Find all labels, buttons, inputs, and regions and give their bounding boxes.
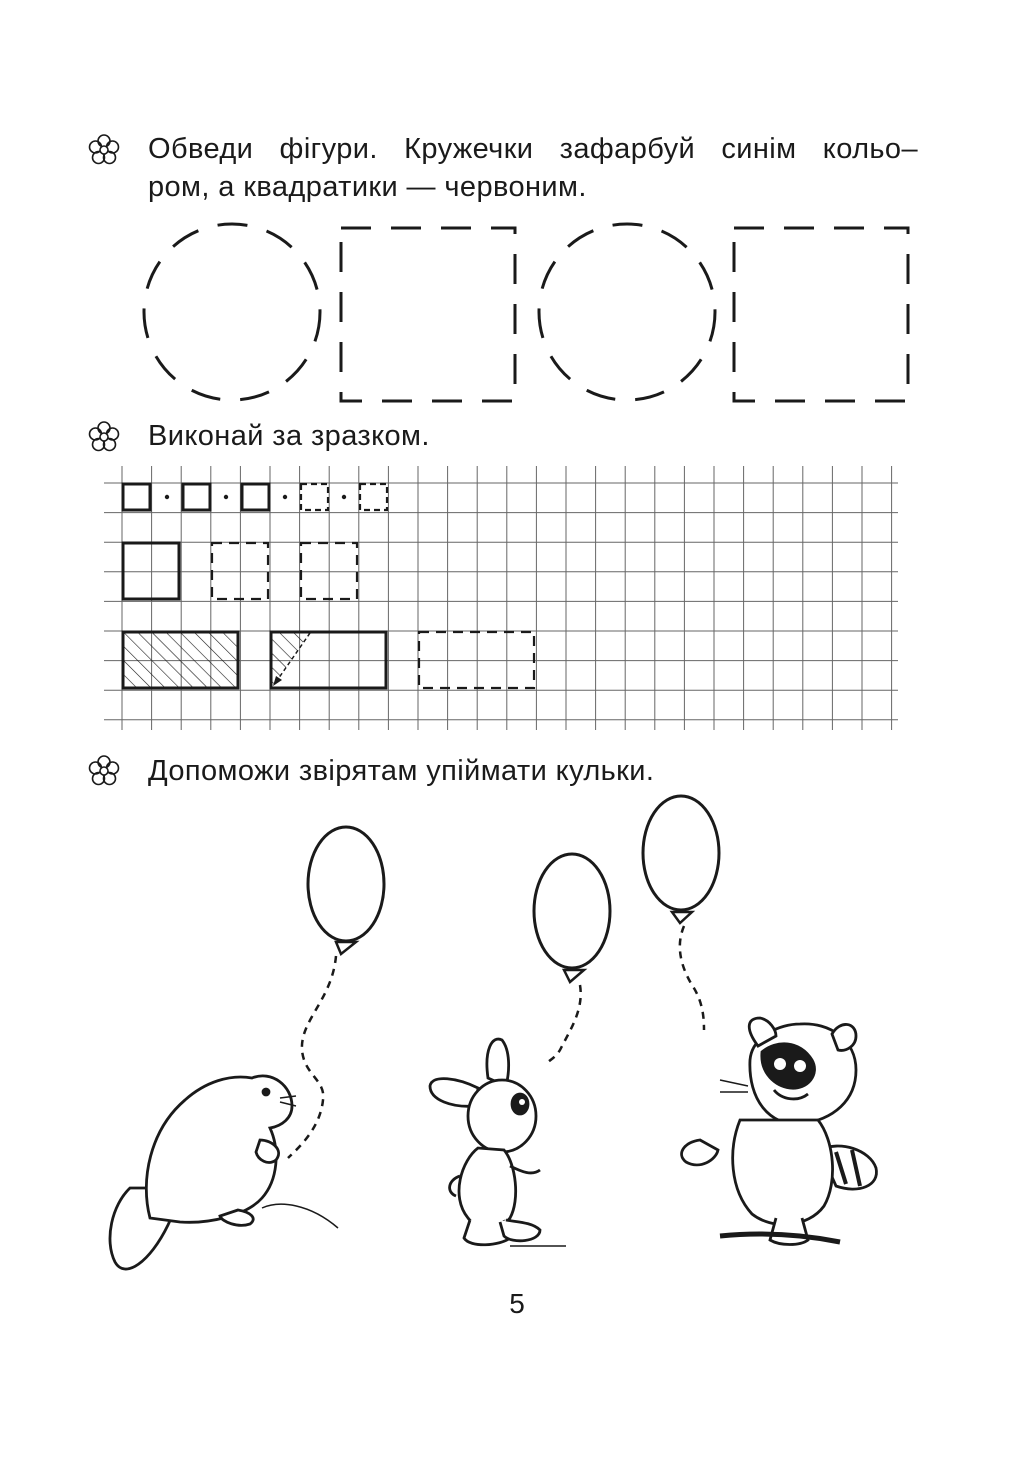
instruction-line: Виконай за зразком. xyxy=(148,420,430,452)
beaver xyxy=(110,1076,338,1269)
balloon-3 xyxy=(643,796,719,910)
balloon-2 xyxy=(534,854,610,968)
instruction-line: Допоможи звірятам упіймати кульки. xyxy=(148,755,655,787)
raccoon xyxy=(682,1018,877,1245)
page-number: 5 xyxy=(509,1288,525,1319)
balloon-1 xyxy=(308,827,384,941)
hare xyxy=(430,1039,566,1246)
instruction-line-1: Обведи фігури. Кружечки зафарбуй синім кольо– xyxy=(148,133,918,165)
instruction-line-2: ром, а квадратики — червоним. xyxy=(148,171,587,203)
